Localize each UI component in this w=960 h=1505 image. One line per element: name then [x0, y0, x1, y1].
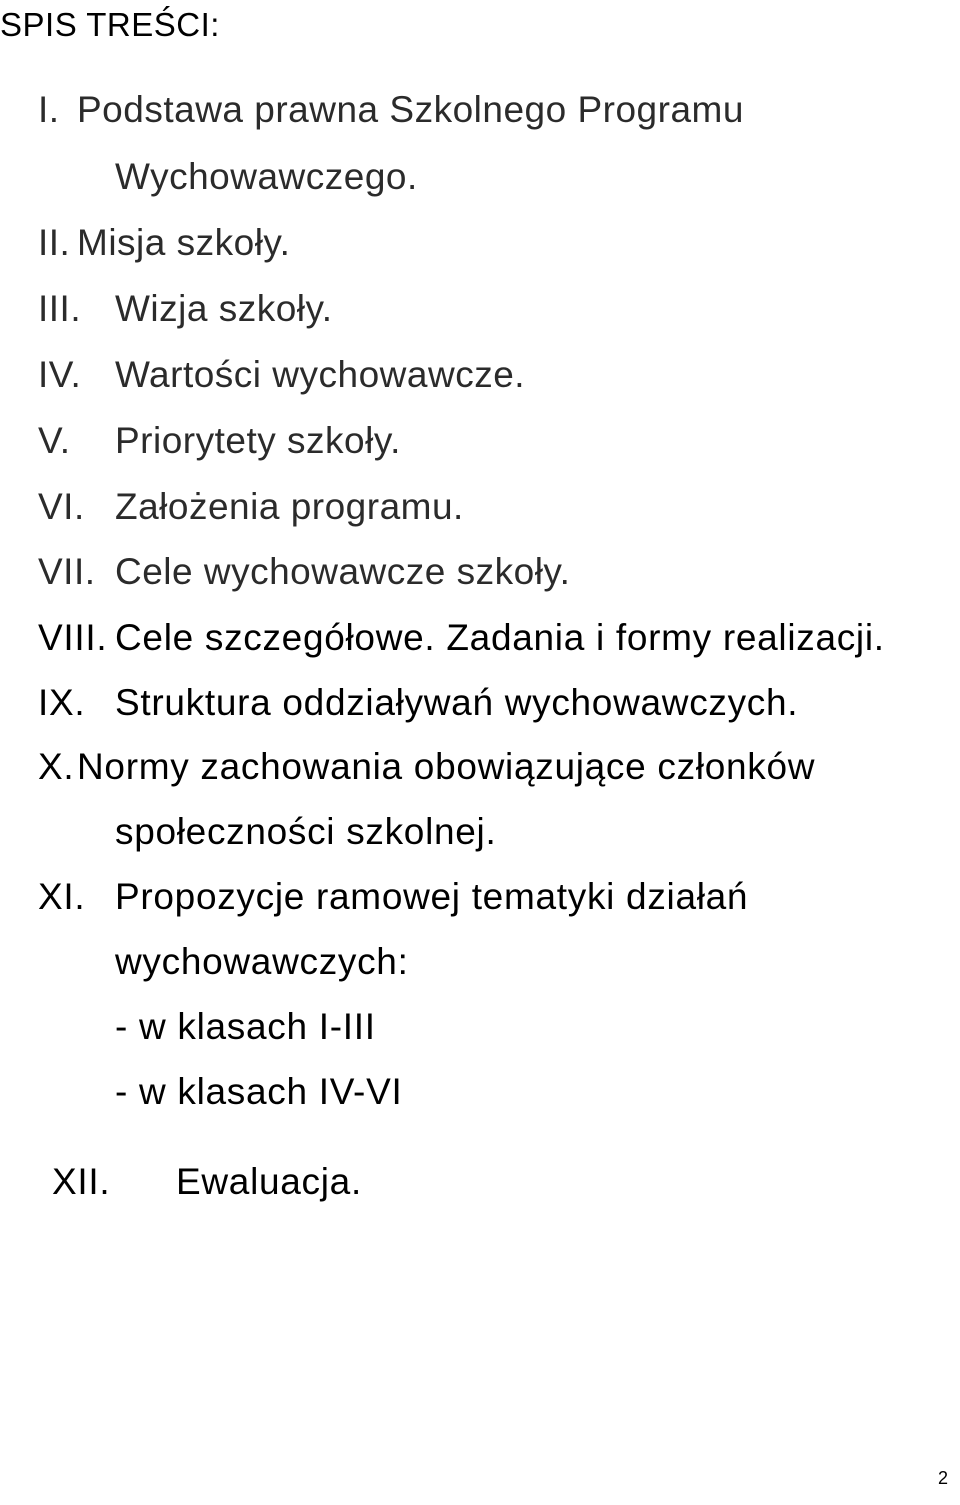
toc-entry	[0, 417, 960, 465]
toc-entry-number: I.	[38, 89, 60, 130]
toc-entry-text: Podstawa prawna Szkolnego Programu	[77, 89, 744, 130]
toc-entry-text: społeczności szkolnej.	[115, 811, 497, 852]
toc-entry-text: Struktura oddziaływań wychowawczych.	[115, 682, 799, 723]
toc-entry-continuation	[0, 938, 960, 986]
page-number: 2	[937, 1468, 948, 1488]
toc-entry	[0, 351, 960, 399]
toc-entry-text: wychowawczych:	[115, 941, 409, 982]
toc-entry-continuation	[0, 808, 960, 856]
toc-entry-number: IV.	[38, 354, 82, 395]
toc-entry-number: IX.	[38, 682, 86, 723]
toc-entry-continuation	[0, 153, 960, 201]
toc-entry-text: Misja szkoły.	[77, 222, 291, 263]
toc-entry	[0, 679, 960, 727]
toc-entry-text: Priorytety szkoły.	[115, 420, 401, 461]
toc-subentry	[0, 1003, 960, 1051]
toc-entry-number: VII.	[38, 551, 96, 592]
toc-entry-number: XI.	[38, 876, 86, 917]
toc-entry-number: VI.	[38, 486, 85, 527]
toc-heading: SPIS TREŚCI:	[0, 6, 220, 43]
toc-entry-text: Ewaluacja.	[176, 1161, 362, 1202]
toc-entry-text: Cele wychowawcze szkoły.	[115, 551, 571, 592]
toc-entry-text: Wizja szkoły.	[115, 288, 333, 329]
toc-entry-number: III.	[38, 288, 82, 329]
toc-entry-text: Cele szczegółowe. Zadania i formy realizacji.	[115, 617, 885, 658]
toc-entry-text: - w klasach IV-VI	[115, 1071, 403, 1112]
toc-entry-number: VIII.	[38, 617, 108, 658]
toc-entry	[0, 285, 960, 333]
toc-entry-text: Propozycje ramowej tematyki działań	[115, 876, 749, 917]
toc-entry-text: Normy zachowania obowiązujące członków	[77, 746, 816, 787]
toc-entry	[0, 614, 960, 662]
toc-entry-text: Założenia programu.	[115, 486, 464, 527]
toc-entry-number: XII.	[52, 1161, 111, 1202]
toc-entry	[0, 548, 960, 596]
toc-entry	[0, 873, 960, 921]
toc-entry	[0, 86, 960, 134]
toc-entry-number: V.	[38, 420, 71, 461]
toc-entry	[0, 483, 960, 531]
toc-entry	[0, 219, 960, 267]
toc-entry	[0, 1158, 960, 1206]
toc-entry	[0, 743, 960, 791]
toc-entry-text: Wychowawczego.	[115, 156, 418, 197]
toc-entry-number: II.	[38, 222, 71, 263]
toc-entry-number: X.	[38, 746, 75, 787]
toc-subentry	[0, 1068, 960, 1116]
toc-entry-text: Wartości wychowawcze.	[115, 354, 526, 395]
toc-entry-text: - w klasach I-III	[115, 1006, 376, 1047]
